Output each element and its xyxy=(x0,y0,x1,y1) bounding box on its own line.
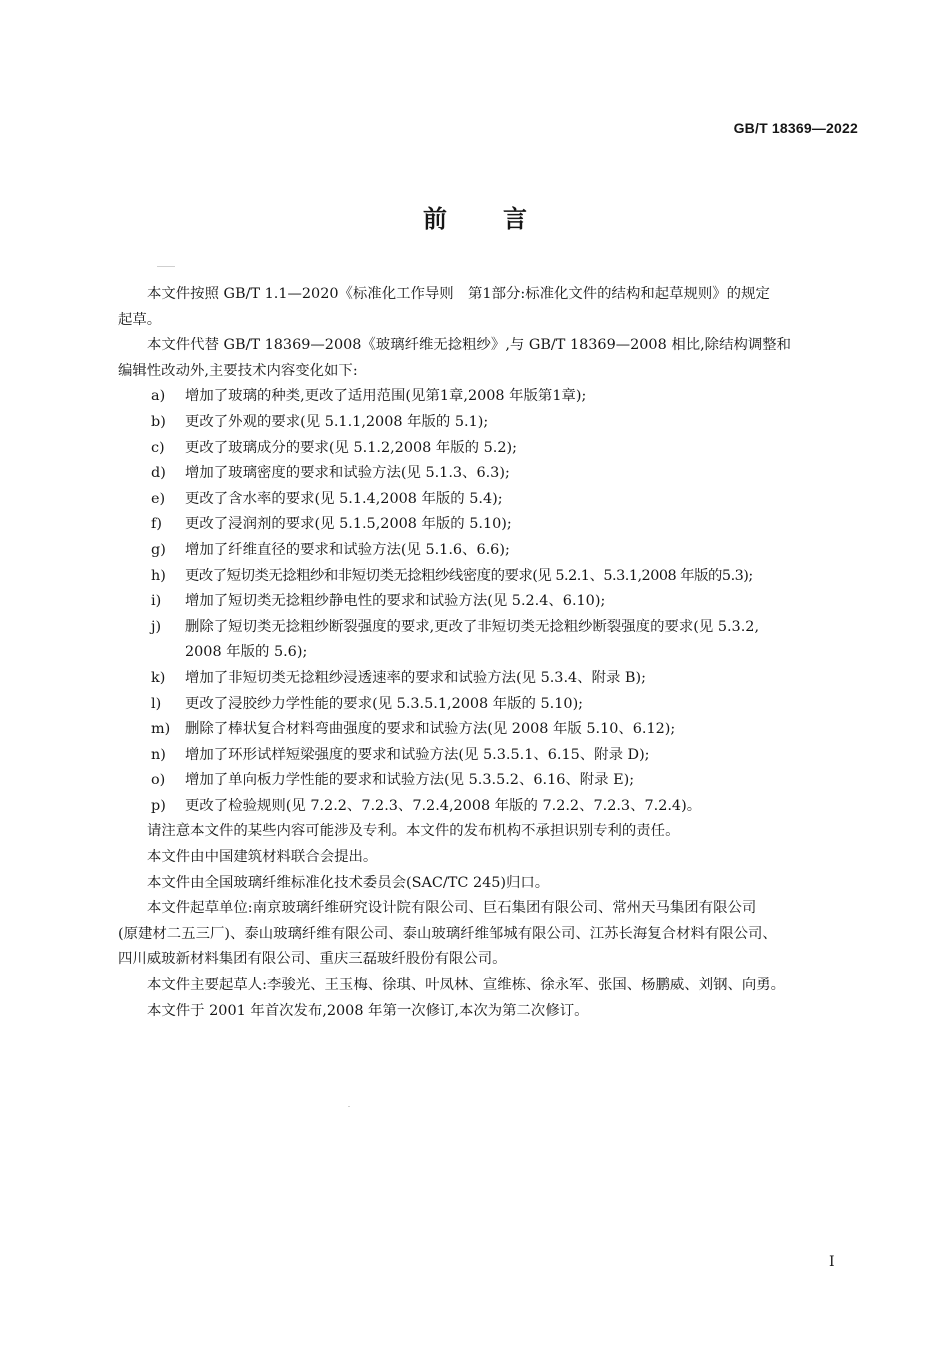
list-marker: h) xyxy=(151,567,166,584)
list-text: 更改了检验规则(见 7.2.2、7.2.3、7.2.4,2008 年版的 7.2.2、7.2.3、7.2.4)。 xyxy=(185,797,702,814)
list-marker: b) xyxy=(151,413,166,430)
page-number: I xyxy=(829,1254,835,1270)
list-text: 增加了玻璃的种类,更改了适用范围(见第1章,2008 年版第1章); xyxy=(185,388,587,405)
list-item xyxy=(118,487,858,513)
paragraph-centralized: 本文件由全国玻璃纤维标准化技术委员会(SAC/TC 245)归口。 xyxy=(147,874,550,891)
paragraph-patent: 请注意本文件的某些内容可能涉及专利。本文件的发布机构不承担识别专利的责任。 xyxy=(147,823,680,840)
list-item xyxy=(118,615,858,666)
list-item xyxy=(118,768,858,794)
list-marker: p) xyxy=(151,797,166,814)
list-marker: n) xyxy=(151,746,166,763)
list-item xyxy=(118,794,858,820)
list-text: 更改了外观的要求(见 5.1.1,2008 年版的 5.1); xyxy=(185,413,489,430)
paragraph-replace-line-1: 本文件代替 GB/T 18369—2008《玻璃纤维无捻粗纱》,与 GB/T 18369—2008 相比,除结构调整和 xyxy=(147,337,792,354)
paragraph-units-line-1: 本文件起草单位:南京玻璃纤维研究设计院有限公司、巨石集团有限公司、常州天马集团有限公司 xyxy=(147,900,757,917)
list-item xyxy=(118,743,858,769)
list-marker: k) xyxy=(151,669,166,686)
list-text: 更改了浸润剂的要求(见 5.1.5,2008 年版的 5.10); xyxy=(185,516,512,533)
list-marker: c) xyxy=(151,439,165,456)
list-marker: d) xyxy=(151,465,166,482)
list-item xyxy=(118,538,858,564)
list-item xyxy=(118,717,858,743)
list-item xyxy=(118,589,858,615)
standard-code: GB/T 18369—2022 xyxy=(733,120,858,136)
scan-speck xyxy=(348,1106,350,1107)
paragraph-basis-line-2: 起草。 xyxy=(118,311,162,328)
list-text: 更改了玻璃成分的要求(见 5.1.2,2008 年版的 5.2); xyxy=(185,439,517,456)
list-text: 增加了单向板力学性能的要求和试验方法(见 5.3.5.2、6.16、附录 E); xyxy=(185,772,635,789)
list-item xyxy=(118,410,858,436)
list-text: 删除了棒状复合材料弯曲强度的要求和试验方法(见 2008 年版 5.10、6.12); xyxy=(185,721,676,738)
list-text: 增加了非短切类无捻粗纱浸透速率的要求和试验方法(见 5.3.4、附录 B); xyxy=(185,669,646,686)
paragraph-drafting-units xyxy=(118,896,858,973)
list-item xyxy=(118,692,858,718)
list-marker: g) xyxy=(151,541,166,558)
list-marker: m) xyxy=(151,721,171,738)
list-marker: f) xyxy=(151,516,162,533)
list-text: 删除了短切类无捻粗纱断裂强度的要求,更改了非短切类无捻粗纱断裂强度的要求(见 5.3.2, xyxy=(185,618,760,635)
paragraph-units-line-2: (原建材二五三厂)、泰山玻璃纤维有限公司、泰山玻璃纤维邹城有限公司、江苏长海复合材料有限公司、 xyxy=(118,925,777,942)
list-marker: l) xyxy=(151,695,162,712)
paragraph-basis-line-1: 本文件按照 GB/T 1.1—2020《标准化工作导则 第1部分:标准化文件的结构和起草规则》的规定 xyxy=(147,286,770,302)
scan-speck xyxy=(157,266,175,267)
list-marker: o) xyxy=(151,772,166,789)
list-item xyxy=(118,384,858,410)
list-item xyxy=(118,436,858,462)
paragraph-drafters: 本文件主要起草人:李骏光、王玉梅、徐琪、叶凤林、宣维栋、徐永军、张国、杨鹏威、刘钢、向勇。 xyxy=(147,977,786,994)
list-marker: a) xyxy=(151,388,166,405)
page-title xyxy=(0,203,950,235)
list-text: 增加了纤维直径的要求和试验方法(见 5.1.6、6.6); xyxy=(185,541,510,558)
list-text: 更改了浸胶纱力学性能的要求(见 5.3.5.1,2008 年版的 5.10); xyxy=(185,695,584,712)
list-item xyxy=(118,512,858,538)
paragraph-units-line-3: 四川威玻新材料集团有限公司、重庆三磊玻纤股份有限公司。 xyxy=(118,951,507,968)
paragraph-history: 本文件于 2001 年首次发布,2008 年第一次修订,本次为第二次修订。 xyxy=(147,1002,589,1019)
list-marker: e) xyxy=(151,490,166,507)
paragraph-replace-line-2: 编辑性改动外,主要技术内容变化如下: xyxy=(118,362,358,379)
list-text: 更改了含水率的要求(见 5.1.4,2008 年版的 5.4); xyxy=(185,490,503,507)
paragraph-replace xyxy=(118,333,858,384)
title-char-1: 前 xyxy=(423,205,447,233)
title-char-2: 言 xyxy=(503,205,527,233)
list-text: 增加了短切类无捻粗纱静电性的要求和试验方法(见 5.2.4、6.10); xyxy=(185,593,606,610)
paragraph-basis xyxy=(118,282,858,333)
change-list xyxy=(118,384,858,819)
list-item xyxy=(118,564,858,590)
list-text: 增加了玻璃密度的要求和试验方法(见 5.1.3、6.3); xyxy=(185,465,510,482)
list-marker: i) xyxy=(151,593,162,610)
list-text: 增加了环形试样短梁强度的要求和试验方法(见 5.3.5.1、6.15、附录 D); xyxy=(185,746,650,763)
list-item xyxy=(118,461,858,487)
document-body xyxy=(118,282,858,1024)
list-item xyxy=(118,666,858,692)
list-text: 更改了短切类无捻粗纱和非短切类无捻粗纱线密度的要求(见 5.2.1、5.3.1,2008 年版的5.3); xyxy=(185,567,753,584)
paragraph-proposed: 本文件由中国建筑材料联合会提出。 xyxy=(147,849,378,866)
list-text-continued: 2008 年版的 5.6); xyxy=(185,644,308,661)
list-marker: j) xyxy=(151,618,162,635)
